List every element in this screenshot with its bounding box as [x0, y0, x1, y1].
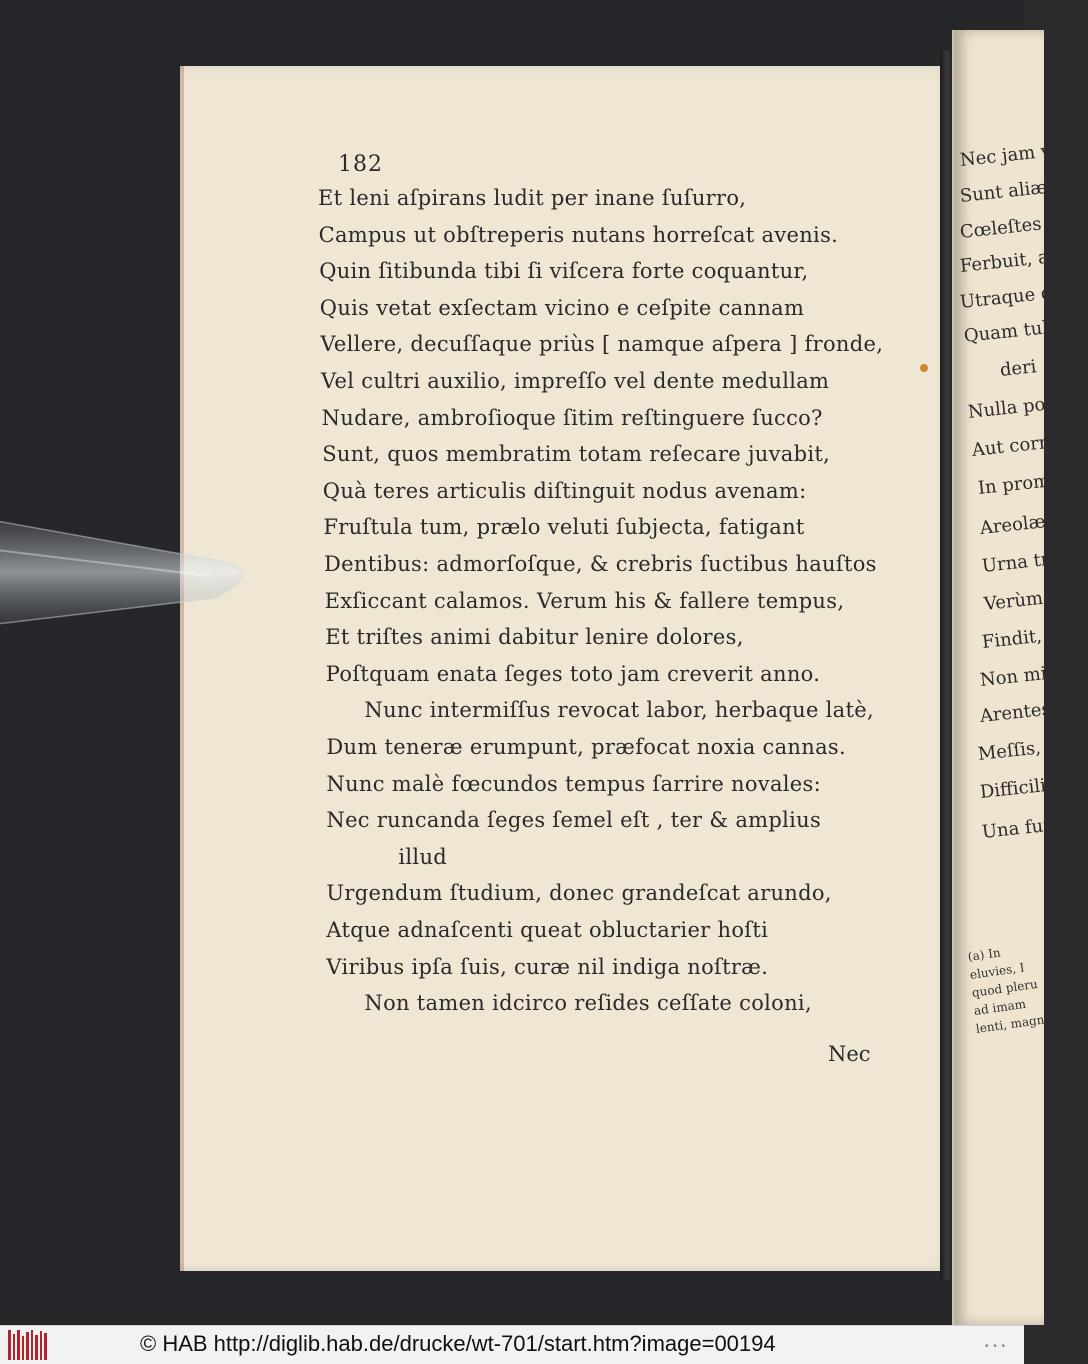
footer-dots: • • • [984, 1341, 1006, 1352]
verse-line: Vellere, decuſſaque priùs [ namque aſpera ] fronde, [320, 332, 884, 357]
next-page-line: Areolæqu [978, 508, 1070, 539]
verse-line: Nunc malè fœcundos tempus ſarrire novales: [326, 771, 821, 796]
next-page-line: Utraque di [958, 281, 1060, 313]
next-page-footnote-line: ad imam [973, 996, 1027, 1018]
next-page-line: deri [998, 356, 1038, 381]
next-page-line: Difficilis [978, 774, 1057, 803]
next-page-footnote-line: lenti, magn [975, 1012, 1046, 1036]
next-page-line: Nec jam vos c [958, 136, 1088, 171]
verse-line: Nec runcanda ſeges ſemel eſt , ter & amplius [326, 808, 822, 833]
next-page-line: Meſſis, & [976, 735, 1064, 765]
footer-bar [0, 1325, 1024, 1364]
next-page-line: Una fuit [980, 814, 1058, 843]
next-page-line: Non mi [978, 663, 1048, 691]
verse-line: Nunc intermiſſus revocat labor, herbaque latè, [364, 698, 874, 723]
verse-line: Quin ſitibunda tibi ſi viſcera forte coquantur, [319, 259, 809, 284]
next-page-footnote-line: eluvies, I [969, 960, 1026, 982]
next-page-line: Aut corri [970, 431, 1055, 461]
next-page-line: Arentes u [978, 696, 1069, 727]
verse-line: Vel cultri auxilio, impreſſo vel dente medullam [321, 369, 830, 393]
verse-line: Sunt, quos membratim totam reſecare juvabit, [322, 442, 831, 467]
next-page-line: Sunt aliæ peſ [958, 173, 1083, 207]
next-page-line: Verùm [982, 587, 1045, 615]
verse-line: Atque adnaſcenti queat obluctarier hoſti [326, 918, 769, 942]
hab-barcode-logo-icon[interactable] [8, 1330, 48, 1360]
copyright-link[interactable]: © HAB http://diglib.hab.de/drucke/wt-701/start.htm?image=00194 [140, 1331, 776, 1356]
verse-line: Dentibus: admorſoſque, & crebris ſuctibus hauſtos [324, 552, 877, 576]
page-number: 182 [338, 152, 383, 177]
next-page-line: Findit, [980, 625, 1043, 653]
verse-line: Dum teneræ erumpunt, præfocat noxia cannas. [326, 735, 846, 759]
verse-line: Exſiccant calamos. Verum his & fallere tempus, [324, 588, 845, 613]
glass-weight-icon [0, 508, 270, 628]
verse-line: Urgendum ſtudium, donec grandeſcat arundo, [326, 881, 832, 906]
next-page-line: Cœleſtes iræ [958, 209, 1080, 243]
verse-line: illud [398, 844, 448, 869]
verse-line: Non tamen idcirco reſides ceſſate coloni, [364, 991, 812, 1016]
next-page-line: In promp [976, 469, 1063, 499]
next-page-line: Nulla pot [966, 393, 1054, 423]
verse-line: Campus ut obſtreperis nutans horreſcat avenis. [318, 222, 839, 247]
verse-line: Quà teres articulis diſtinguit nodus avenam: [322, 478, 807, 503]
verse-line: Fruſtula tum, prælo veluti ſubjecta, fatigant [323, 515, 805, 540]
verse-line: Quis vetat exſectam vicino e ceſpite cannam [319, 295, 805, 320]
verse-line: Nudare, ambroſioque ſitim reſtinguere ſucco? [321, 405, 823, 430]
next-page-line: Urna tri [980, 548, 1057, 577]
verse-line: Et triſtes animi dabitur lenire dolores, [325, 625, 744, 650]
next-page-line: Quam tul [962, 317, 1050, 347]
next-page-footnote-line: quod pleru [971, 976, 1039, 1000]
verse-line: Et leni aſpirans ludit per inane ſuſurro, [318, 186, 747, 210]
verse-line: Poſtquam enata ſeges toto jam creverit anno. [325, 661, 821, 686]
next-page-line: Ferbuit, aut [958, 244, 1069, 277]
verse-line: Viribus ipſa ſuis, curæ nil indiga noſtræ. [326, 954, 769, 979]
next-page-footnote-line: (a) In [967, 945, 1002, 964]
catchword: Nec [828, 1042, 871, 1066]
